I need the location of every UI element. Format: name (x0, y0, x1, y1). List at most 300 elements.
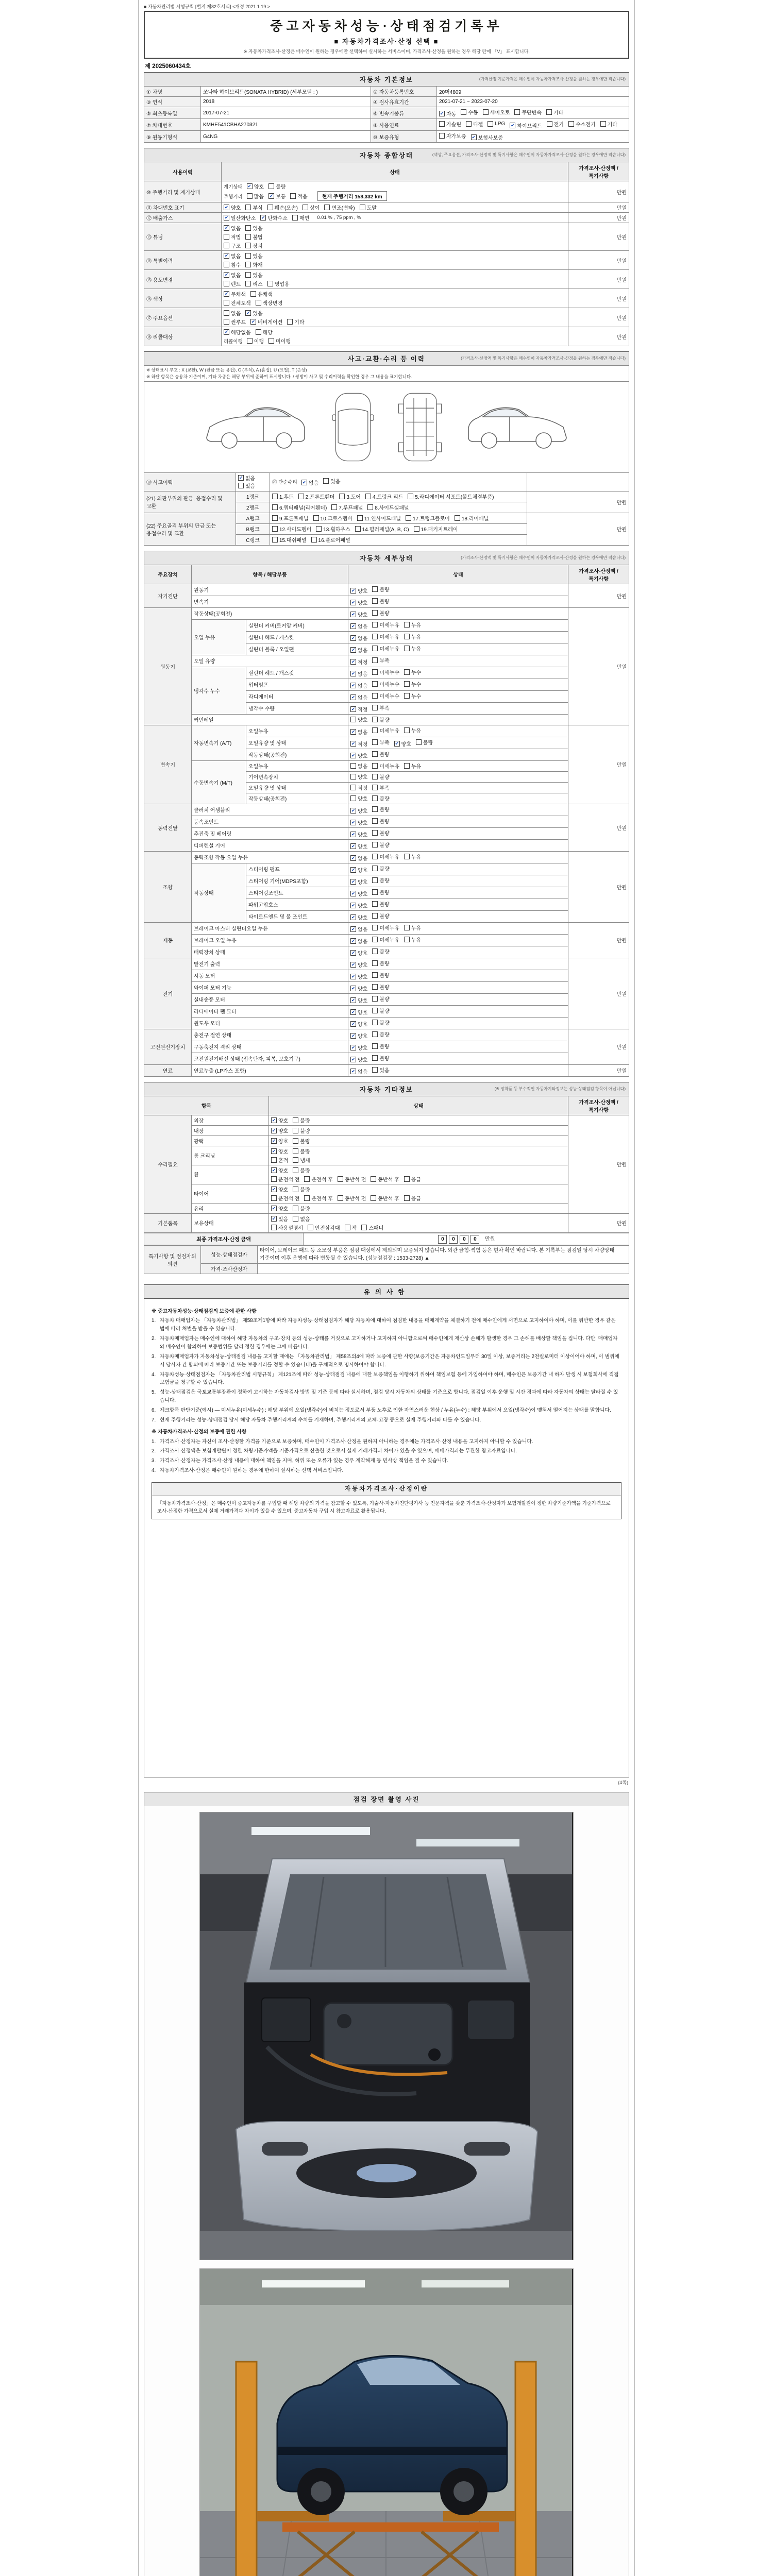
checkbox-option[interactable] (245, 242, 262, 249)
state-cell (270, 491, 527, 502)
checkbox-option[interactable] (372, 841, 389, 849)
checkbox-option[interactable] (268, 337, 291, 345)
unchecked-checkbox-icon (290, 193, 296, 199)
checkbox-option[interactable] (245, 271, 262, 279)
checkbox-option[interactable] (224, 271, 241, 279)
option-line (224, 328, 566, 336)
checkbox-option[interactable] (350, 985, 367, 992)
checkbox-option[interactable] (293, 1185, 310, 1193)
checkbox-option[interactable] (404, 726, 421, 734)
unchecked-checkbox-icon (372, 1043, 378, 1049)
checkbox-option[interactable] (238, 474, 255, 482)
state-cell (222, 213, 568, 223)
checkbox-option[interactable] (355, 525, 409, 533)
checkbox-option[interactable] (350, 682, 367, 689)
checkbox-option[interactable] (331, 503, 363, 511)
checkbox-option[interactable] (404, 924, 421, 931)
checkbox-option[interactable] (406, 514, 450, 522)
checkbox-option[interactable] (224, 214, 256, 222)
checkbox-option[interactable] (250, 290, 273, 298)
option-line (224, 204, 566, 211)
checkbox-option[interactable] (372, 900, 389, 908)
checkbox-option[interactable] (350, 937, 367, 945)
checkbox-option[interactable] (271, 1156, 288, 1164)
checkbox-option[interactable] (361, 1224, 383, 1231)
checkbox-option[interactable] (350, 762, 367, 770)
checkbox-option[interactable] (224, 261, 241, 268)
checkbox-option[interactable] (372, 805, 389, 813)
checkbox-label: 불량 (379, 1008, 390, 1014)
checkbox-option[interactable] (404, 621, 421, 629)
state-cell (348, 725, 568, 737)
unchecked-checkbox-icon (466, 121, 472, 127)
checkbox-option[interactable] (350, 1032, 367, 1040)
checkbox-option[interactable] (372, 865, 389, 872)
checkbox-option[interactable] (293, 1137, 310, 1145)
table-row (144, 223, 629, 251)
checkbox-option[interactable] (372, 995, 389, 1003)
state-cell (348, 596, 568, 607)
checkbox-option[interactable] (350, 1044, 367, 1052)
checkbox-option[interactable] (514, 108, 542, 116)
checkbox-option[interactable] (350, 949, 367, 957)
unchecked-checkbox-icon (371, 1195, 376, 1201)
checkbox-option[interactable] (271, 1175, 299, 1183)
checkbox-option[interactable] (488, 121, 505, 127)
checkbox-option[interactable] (350, 752, 367, 759)
checkbox-option[interactable] (293, 1156, 310, 1164)
checkbox-option[interactable] (350, 902, 367, 909)
checkbox-label: 13.휠하우스 (323, 527, 350, 533)
checked-checkbox-icon: ✔ (351, 831, 356, 837)
checkbox-option[interactable] (404, 853, 421, 860)
checkbox-option[interactable] (600, 120, 617, 128)
checkbox-option[interactable] (372, 876, 389, 884)
unchecked-checkbox-icon (372, 727, 378, 733)
checkbox-option[interactable] (404, 1175, 421, 1183)
field-value: G4NG (201, 131, 371, 143)
checkbox-option[interactable] (350, 670, 367, 677)
checkbox-option[interactable] (372, 585, 389, 593)
checkbox-option[interactable] (311, 536, 350, 544)
checkbox-option[interactable] (271, 1194, 299, 1202)
checkbox-option[interactable] (367, 503, 409, 511)
option-line (224, 299, 566, 307)
checkbox-option[interactable] (224, 290, 246, 298)
checkbox-option[interactable] (293, 1166, 310, 1174)
checkbox-option[interactable] (568, 120, 596, 128)
field-label: ⑩ 보증유형 (371, 131, 437, 143)
checkbox-option[interactable] (271, 1215, 288, 1223)
checkbox-option[interactable] (345, 1224, 357, 1231)
checkbox-option[interactable] (404, 633, 421, 640)
checked-checkbox-icon: ✔ (351, 1044, 356, 1050)
checkbox-label: 운전석 전 (278, 1177, 300, 1183)
checkbox-option[interactable] (245, 280, 262, 287)
checked-checkbox-icon: ✔ (224, 215, 229, 220)
checkbox-option[interactable] (372, 1066, 389, 1074)
checkbox-option[interactable] (372, 750, 389, 758)
checkbox-option[interactable] (238, 482, 255, 489)
checkbox-option[interactable] (271, 1116, 288, 1124)
checkbox-option[interactable] (372, 773, 389, 781)
checkbox-option[interactable] (247, 192, 264, 200)
state-cell (348, 970, 568, 981)
price-cell: 만원 (527, 491, 629, 513)
checkbox-option[interactable] (292, 214, 309, 222)
checkbox-option[interactable] (350, 913, 367, 921)
checkbox-label: 부족 (379, 740, 390, 746)
checkbox-option[interactable] (247, 337, 264, 345)
state-cell (348, 702, 568, 714)
checkbox-option[interactable] (546, 108, 563, 116)
unchecked-checkbox-icon (267, 205, 273, 210)
checked-checkbox-icon: ✔ (351, 1021, 356, 1026)
checked-checkbox-icon: ✔ (351, 647, 356, 652)
checkbox-option[interactable] (350, 854, 367, 862)
checkbox-option[interactable] (414, 525, 458, 533)
checkbox-option[interactable] (404, 692, 421, 700)
checkbox-option[interactable] (510, 122, 542, 129)
state-cell (348, 679, 568, 690)
checkbox-label: 7.루프패널 (339, 505, 363, 511)
checkbox-label: 양호 (358, 879, 368, 886)
checkbox-option[interactable] (224, 299, 251, 307)
checkbox-label: 10.크로스멤버 (320, 516, 352, 522)
unchecked-checkbox-icon (293, 1138, 298, 1144)
checkbox-option[interactable] (256, 328, 273, 336)
checkbox-option[interactable] (224, 280, 241, 287)
checkbox-option[interactable] (245, 204, 262, 211)
checkbox-option[interactable] (272, 525, 311, 533)
unchecked-checkbox-icon (372, 795, 378, 801)
checkbox-option[interactable] (245, 224, 262, 232)
checkbox-option[interactable] (268, 192, 285, 200)
checkbox-label: 없음 (231, 254, 241, 260)
checkbox-option[interactable] (224, 224, 241, 232)
checkbox-option[interactable] (360, 204, 377, 211)
checkbox-label: 자동 (446, 112, 457, 117)
table-row (144, 1245, 629, 1263)
checkbox-option[interactable] (372, 738, 389, 746)
checkbox-option[interactable] (350, 740, 367, 748)
checkbox-label: 불량 (423, 740, 433, 746)
checkbox-option[interactable] (350, 819, 367, 826)
checkbox-option[interactable] (350, 1008, 367, 1016)
checkbox-option[interactable] (372, 936, 399, 943)
checkbox-option[interactable] (372, 784, 389, 791)
checkbox-option[interactable] (350, 794, 367, 802)
checkbox-option[interactable] (547, 120, 564, 128)
rank-label: 1랭크 (236, 491, 270, 502)
unchecked-checkbox-icon (361, 1225, 367, 1230)
checkbox-option[interactable] (350, 611, 367, 618)
checkbox-option[interactable] (439, 132, 466, 140)
checkbox-option[interactable] (271, 1224, 303, 1231)
checked-checkbox-icon: ✔ (351, 973, 356, 979)
checkbox-option[interactable] (293, 1116, 310, 1124)
state-cell (348, 607, 568, 619)
checkbox-option[interactable] (350, 658, 367, 666)
unchecked-checkbox-icon (372, 925, 378, 930)
checkbox-option[interactable] (271, 1137, 288, 1145)
checkbox-option[interactable] (272, 536, 307, 544)
checked-checkbox-icon: ✔ (351, 587, 356, 593)
checkbox-option[interactable] (372, 959, 389, 967)
checkbox-option[interactable] (350, 705, 367, 713)
checkbox-option[interactable] (466, 120, 483, 128)
section-title-etc-info (144, 1082, 629, 1096)
checkbox-option[interactable] (293, 1127, 310, 1134)
checkbox-option[interactable] (372, 1030, 389, 1038)
checkbox-label: 있음 (253, 311, 263, 317)
checkbox-label: 17.트렁크플로어 (412, 516, 450, 522)
checkbox-option[interactable] (271, 1166, 288, 1174)
checkbox-option[interactable] (371, 1175, 399, 1183)
checkbox-option[interactable] (350, 961, 367, 969)
checkbox-option[interactable] (350, 925, 367, 933)
notice-item (152, 1457, 621, 1465)
checkbox-option[interactable] (350, 693, 367, 701)
checkbox-option[interactable] (439, 120, 461, 128)
checkbox-option[interactable] (224, 252, 241, 260)
price-cell: 만원 (568, 851, 629, 922)
unchecked-checkbox-icon (372, 913, 378, 919)
checkbox-option[interactable] (394, 740, 411, 748)
checkbox-label: 동반석 후 (378, 1177, 399, 1183)
checkbox-option[interactable] (372, 680, 399, 688)
checkbox-label: 미세누유 (379, 634, 399, 640)
checkbox-option[interactable] (372, 947, 389, 955)
checkbox-option[interactable] (267, 204, 298, 211)
checkbox-option[interactable] (365, 493, 403, 500)
checkbox-option[interactable] (350, 807, 367, 815)
checkbox-option[interactable] (372, 924, 399, 931)
checkbox-option[interactable] (224, 204, 241, 211)
checkbox-option[interactable] (372, 704, 389, 711)
checkbox-option[interactable] (372, 633, 399, 640)
checkbox-option[interactable] (404, 645, 421, 652)
checkbox-option[interactable] (372, 1042, 389, 1050)
checkbox-option[interactable] (372, 912, 389, 920)
unchecked-checkbox-icon (304, 1195, 310, 1201)
checkbox-option[interactable] (303, 204, 320, 211)
checkbox-option[interactable] (338, 1194, 366, 1202)
checkbox-option[interactable] (301, 479, 318, 486)
checkbox-option[interactable] (224, 242, 241, 249)
checkbox-option[interactable] (350, 599, 367, 606)
checkbox-option[interactable] (271, 1127, 288, 1134)
car-side-left-diagram (203, 388, 311, 466)
checkbox-option[interactable] (268, 182, 285, 190)
checkbox-option[interactable] (350, 831, 367, 838)
checkbox-option[interactable] (372, 726, 399, 734)
state-cell (348, 946, 568, 958)
checkbox-option[interactable] (250, 318, 282, 326)
checkbox-option[interactable] (371, 1194, 399, 1202)
checkbox-option[interactable] (245, 252, 262, 260)
checkbox-option[interactable] (372, 762, 399, 770)
checkbox-option[interactable] (372, 971, 389, 979)
checkbox-option[interactable] (350, 1067, 367, 1075)
checkbox-label: 불량 (300, 1206, 310, 1212)
checkbox-option[interactable] (372, 668, 399, 676)
checkbox-option[interactable] (324, 204, 355, 211)
checkbox-option[interactable] (350, 646, 367, 654)
unchecked-checkbox-icon (372, 598, 378, 604)
checkbox-option[interactable] (350, 973, 367, 980)
checkbox-option[interactable] (271, 1185, 288, 1193)
checkbox-option[interactable] (372, 645, 399, 652)
checkbox-option[interactable] (298, 493, 335, 500)
item-cell: 와이퍼 모터 기능 (192, 981, 348, 993)
checked-checkbox-icon: ✔ (224, 205, 229, 210)
checkbox-option[interactable] (224, 233, 241, 241)
checkbox-label: 없음 (358, 683, 368, 689)
checkbox-option[interactable] (287, 318, 304, 326)
checkbox-option[interactable] (224, 318, 246, 326)
checkbox-option[interactable] (455, 514, 489, 522)
checkbox-option[interactable] (372, 1054, 389, 1062)
checkbox-option[interactable] (404, 1194, 421, 1202)
checkbox-option[interactable] (272, 493, 294, 500)
checkbox-option[interactable] (256, 299, 283, 307)
checkbox-option[interactable] (350, 996, 367, 1004)
checkbox-option[interactable] (372, 829, 389, 837)
checkbox-option[interactable] (439, 110, 456, 117)
checkbox-option[interactable] (272, 514, 309, 522)
checkbox-option[interactable] (404, 680, 421, 688)
checkbox-option[interactable] (293, 1215, 310, 1223)
checkbox-option[interactable] (339, 493, 361, 500)
checkbox-option[interactable] (350, 716, 367, 723)
unchecked-checkbox-icon (372, 705, 378, 710)
checkbox-option[interactable] (372, 1019, 389, 1026)
unchecked-checkbox-icon (372, 948, 378, 954)
device-cell: 원동기 (144, 607, 192, 725)
checkbox-option[interactable] (271, 1147, 288, 1155)
state-cell (348, 981, 568, 993)
field-value: KMHE541CBHA270321 (201, 119, 371, 131)
detailed-condition-header (144, 565, 629, 584)
checkbox-option[interactable] (338, 1175, 366, 1183)
checkbox-option[interactable] (304, 1194, 332, 1202)
checkbox-label: 불량 (379, 1056, 390, 1062)
checkbox-label: 12.사이드멤버 (279, 527, 312, 533)
checkbox-option[interactable] (323, 477, 340, 485)
checkbox-label: 없음 (358, 927, 368, 933)
checkbox-option[interactable] (350, 1056, 367, 1063)
checkbox-label: 양호 (358, 998, 368, 1004)
checkbox-option[interactable] (350, 842, 367, 850)
checkbox-label: 탄화수소 (267, 216, 288, 222)
checkbox-option[interactable] (372, 609, 389, 617)
checkbox-option[interactable] (404, 668, 421, 676)
checkbox-option[interactable] (461, 108, 478, 116)
checkbox-option[interactable] (350, 890, 367, 897)
checkbox-option[interactable] (372, 597, 389, 605)
checked-checkbox-icon: ✔ (269, 193, 274, 198)
checkbox-option[interactable] (304, 1175, 332, 1183)
notice-text: 자동차성능·상태점검자는 「자동차관리법 시행규칙」 제121조에 따라 성능·상태점검 내용에 대한 보증책임을 이행하기 위하여 책임보험 등에 가입하여야 하며, 매수인은 보증기간 내 하자 발생 시 보험회사에 직접 보험금을 청구할 수 있습니다. (160, 1371, 619, 1386)
checkbox-option[interactable] (293, 1205, 310, 1212)
checkbox-option[interactable] (350, 634, 367, 642)
checkbox-option[interactable] (372, 853, 399, 860)
checkbox-option[interactable] (290, 192, 307, 200)
checkbox-option[interactable] (293, 1147, 310, 1155)
column-header: 가격조사·산정액 / 특기사항 (568, 565, 629, 584)
checkbox-option[interactable] (267, 280, 290, 287)
checked-checkbox-icon: ✔ (351, 867, 356, 872)
checkbox-option[interactable] (224, 328, 251, 336)
checkbox-option[interactable] (260, 214, 288, 222)
price-survey-definition-box (152, 1482, 621, 1519)
checkbox-option[interactable] (247, 182, 264, 190)
state-cell (348, 804, 568, 816)
checkbox-option[interactable] (372, 888, 389, 896)
checked-checkbox-icon: ✔ (351, 997, 356, 1003)
table-row (144, 970, 629, 981)
checkbox-option[interactable] (372, 656, 389, 664)
checkbox-option[interactable] (416, 738, 433, 746)
checkbox-option[interactable] (372, 692, 399, 700)
checkbox-option[interactable] (245, 309, 262, 317)
checkbox-option[interactable] (471, 133, 503, 141)
checkbox-option[interactable] (316, 525, 350, 533)
checkbox-option[interactable] (350, 728, 367, 736)
checkbox-option[interactable] (245, 261, 262, 268)
checkbox-option[interactable] (372, 716, 389, 723)
checkbox-option[interactable] (350, 587, 367, 595)
notice-item (152, 1406, 621, 1415)
checkbox-option[interactable] (350, 878, 367, 886)
checkbox-option[interactable] (224, 309, 241, 317)
checkbox-option[interactable] (372, 621, 399, 629)
checkbox-label: 수소전기 (575, 122, 596, 128)
unchecked-checkbox-icon (404, 634, 410, 639)
checkbox-option[interactable] (357, 514, 401, 522)
checkbox-option[interactable] (483, 108, 510, 116)
unchecked-checkbox-icon (224, 262, 229, 267)
inspector-opinion-body (144, 1245, 629, 1274)
checkbox-option[interactable] (272, 503, 327, 511)
checkbox-option[interactable] (245, 233, 262, 241)
checkbox-option[interactable] (308, 1224, 340, 1231)
section-title-text: 사고·교환·수리 등 이력 (348, 355, 425, 363)
checkbox-option[interactable] (313, 514, 352, 522)
checkbox-option[interactable] (404, 936, 421, 943)
notice-text: 성능·상태점검은 국토교통부장관이 정하여 고시하는 자동차검사 방법 및 기준 등에 따라 실시하며, 점검 당시 자동차의 상태를 기준으로 합니다. 점검일 이후 운행 및 시간 경과에 따라 자동차의 상태는 달라질 수 있습니다. (160, 1389, 618, 1404)
checkbox-option[interactable] (350, 784, 367, 791)
checkbox-option[interactable] (372, 983, 389, 991)
checkbox-option[interactable] (350, 622, 367, 630)
item-cell: 라디에이터 (246, 690, 348, 702)
checkbox-label: 없음 (245, 476, 256, 482)
checkbox-option[interactable] (372, 794, 389, 802)
checkbox-option[interactable] (372, 1007, 389, 1014)
checkbox-option[interactable] (350, 773, 367, 781)
checkbox-option[interactable] (350, 866, 367, 874)
section-title-note: (가격산정 기준가격은 매수인이 자동차가격조사·산정을 원하는 경우에만 적습니다) (479, 77, 626, 81)
checkbox-option[interactable] (408, 493, 494, 500)
checkbox-option[interactable] (372, 817, 389, 825)
checkbox-option[interactable] (350, 1020, 367, 1028)
checkbox-option[interactable] (271, 1205, 288, 1212)
table-row (144, 922, 629, 934)
checkbox-option[interactable] (404, 762, 421, 770)
notice-number: 6. (152, 1407, 156, 1413)
unchecked-checkbox-icon (293, 1148, 298, 1154)
